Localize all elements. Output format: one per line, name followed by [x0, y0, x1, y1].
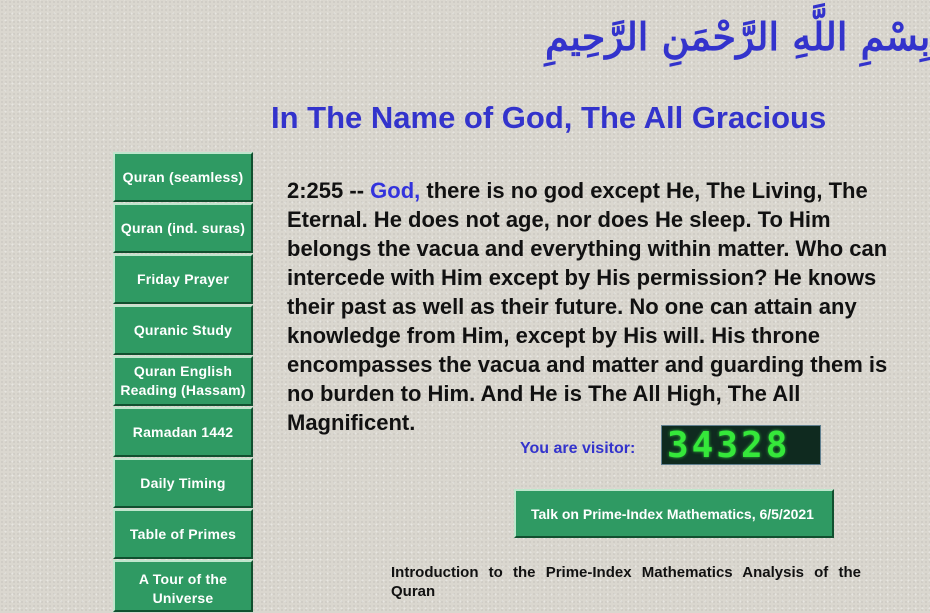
- sidebar-nav: [113, 152, 253, 613]
- nav-button-quran-seamless[interactable]: Quran (seamless): [113, 152, 253, 202]
- nav-button-ramadan[interactable]: Ramadan 1442: [113, 407, 253, 457]
- talk-prime-index-button[interactable]: Talk on Prime-Index Mathematics, 6/5/2021: [514, 489, 834, 538]
- intro-link[interactable]: Introduction to the Prime-Index Mathematics Analysis of the Quran: [391, 564, 861, 600]
- nav-button-quran-ind-suras[interactable]: Quran (ind. suras): [113, 203, 253, 253]
- nav-button-tour-of-universe[interactable]: A Tour of the Universe: [113, 560, 253, 612]
- verse-god-word: God,: [370, 178, 421, 203]
- page-title: In The Name of God, The All Gracious: [271, 100, 827, 135]
- arabic-basmala: بِسْمِ اللَّهِ الرَّحْمَنِ الرَّحِيمِ: [545, 14, 930, 59]
- nav-button-friday-prayer[interactable]: Friday Prayer: [113, 254, 253, 304]
- verse-text: there is no god except He, The Living, The Eternal. He does not age, nor does He sleep. To Him belongs the vacua and everything within matter. Who can intercede with Him except by His permission? He knows their past as well as their future. No one can attain any knowledge from Him, except by His will. His throne encompasses the vacua and matter and guarding them is no burden to Him. And He is The All High, The All Magnificent.: [287, 178, 888, 435]
- nav-button-quran-english-reading[interactable]: Quran English Reading (Hassam): [113, 356, 253, 406]
- visitor-label: You are visitor:: [520, 440, 636, 457]
- nav-button-daily-timing[interactable]: Daily Timing: [113, 458, 253, 508]
- verse-block: [287, 176, 907, 437]
- verse-reference: 2:255 --: [287, 178, 365, 203]
- nav-button-table-of-primes[interactable]: Table of Primes: [113, 509, 253, 559]
- visitor-count: 34328: [667, 425, 791, 466]
- visitor-counter: [661, 425, 821, 465]
- nav-button-quranic-study[interactable]: Quranic Study: [113, 305, 253, 355]
